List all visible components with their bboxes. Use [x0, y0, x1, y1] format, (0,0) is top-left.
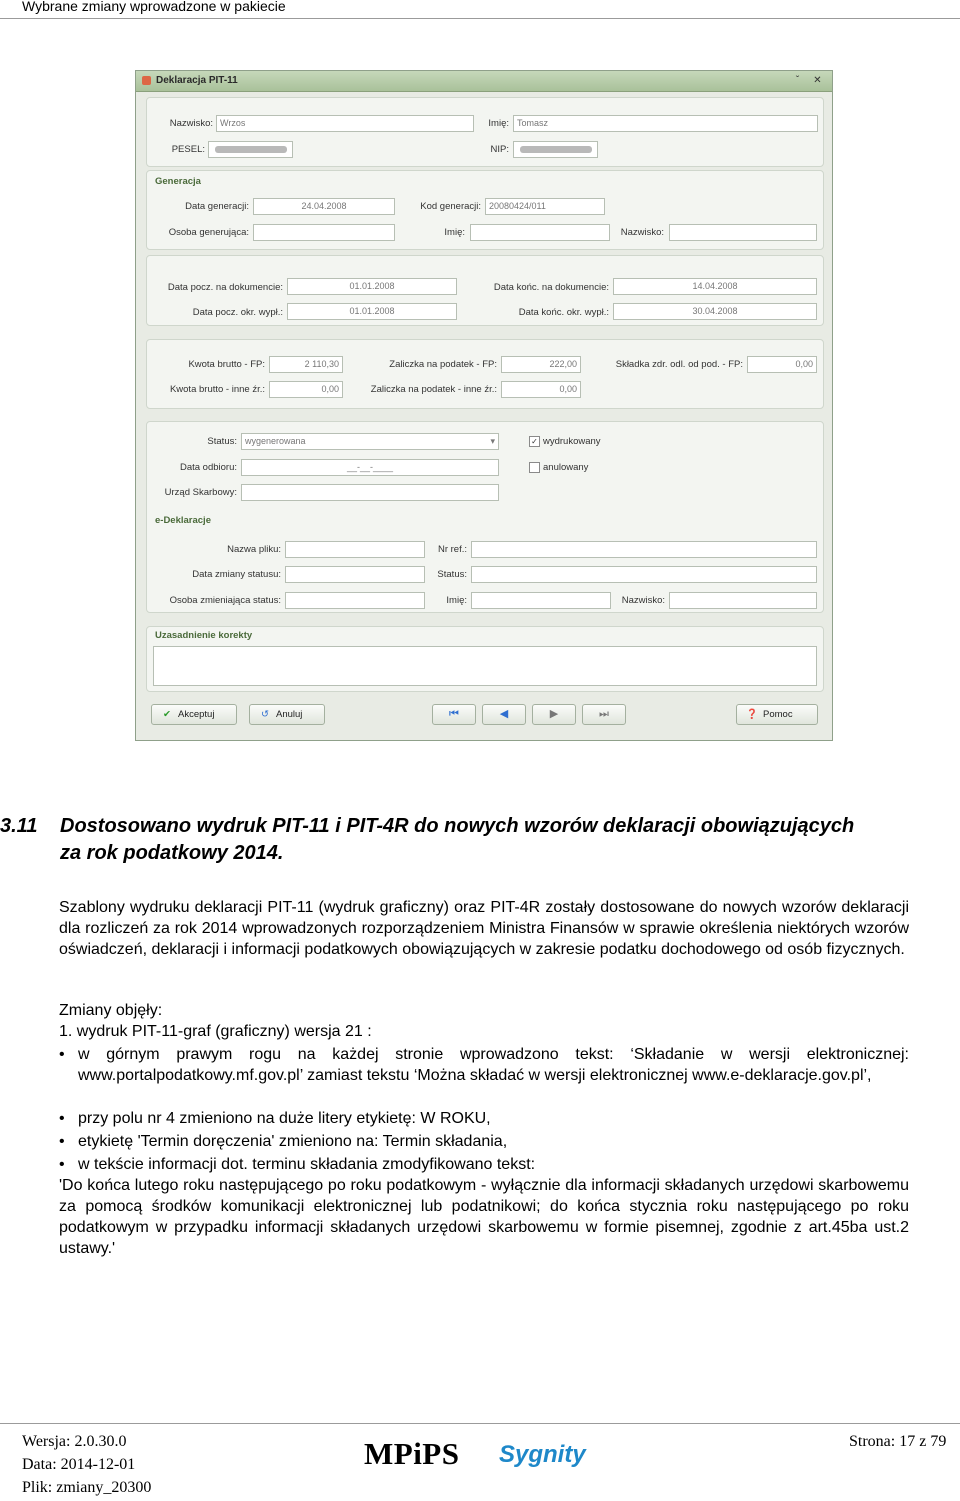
zaliczka-inne-field[interactable]: 0,00	[501, 381, 581, 398]
app-icon	[142, 76, 151, 85]
nr-ref-field[interactable]	[471, 541, 817, 558]
osoba-generujaca-label: Osoba generująca:	[168, 227, 249, 238]
pesel-field[interactable]	[208, 141, 293, 158]
edeklaracje-title: e-Deklaracje	[155, 515, 211, 526]
status2-field[interactable]	[471, 566, 817, 583]
imie2-field[interactable]	[470, 224, 610, 241]
section-number: 3.11	[0, 815, 38, 837]
anulowany-label: anulowany	[543, 462, 589, 473]
data-konc-okr-field[interactable]: 30.04.2008	[613, 303, 817, 320]
dialog-title: Deklaracja PIT-11	[156, 75, 238, 86]
zaliczka-fp-label: Zaliczka na podatek - FP:	[389, 359, 497, 370]
uzasadnienie-textarea[interactable]	[153, 646, 817, 686]
prev-record-button[interactable]	[482, 704, 526, 725]
amounts-pane	[146, 339, 824, 409]
zaliczka-fp-field[interactable]: 222,00	[501, 356, 581, 373]
quote-paragraph: 'Do końca lutego roku następującego po roku podatkowym - wyłącznie dla informacji składanych urzędowi skarbowemu za pomocą środków komunikacji elektronicznej lub podatnikowi; do końca stycznia roku następującego po roku podatkowym w przypadku informacji składanych urzędowi skarbowemu w formie pisemnej, zgodnie z art.45ba ust.2 ustawy.'	[59, 1177, 909, 1257]
sygnity-logo: Sygnity	[499, 1441, 586, 1468]
data-generacji-field[interactable]: 24.04.2008	[253, 198, 395, 215]
status-label: Status:	[207, 436, 237, 447]
first-icon: ⏮	[449, 708, 459, 720]
nazwisko-field[interactable]: Wrzos	[216, 115, 474, 132]
undo-icon: ↺	[261, 709, 269, 720]
footer-date: Data: 2014-12-01	[22, 1456, 136, 1473]
bullet-text: w górnym prawym rogu na każdej stronie wprowadzono tekst: ‘Składanie w wersji elektronicznej: www.portalpodatkowy.mf.gov.pl’ zamiast tekstu ‘Można składać w wersji elektronicznej www.e-deklaracje.gov.pl’,	[78, 1046, 909, 1084]
status2-label: Status:	[437, 569, 467, 580]
imie3-field[interactable]	[471, 592, 611, 609]
mpips-logo: MPiPS	[364, 1436, 460, 1471]
changes-heading: Zmiany objęły:	[59, 1002, 163, 1019]
data-pocz-okr-label: Data pocz. okr. wypł.:	[192, 307, 283, 318]
data-pocz-dok-label: Data pocz. na dokumencie:	[167, 282, 283, 293]
zaliczka-inne-label: Zaliczka na podatek - inne źr.:	[370, 384, 497, 395]
kwota-fp-field[interactable]: 2 110,30	[269, 356, 343, 373]
data-konc-okr-label: Data końc. okr. wypł.:	[518, 307, 609, 318]
redacted-mark	[215, 146, 287, 153]
pit11-dialog	[135, 70, 833, 741]
imie-field[interactable]: Tomasz	[513, 115, 818, 132]
bullet-icon: •	[59, 1133, 65, 1150]
kwota-inne-field[interactable]: 0,00	[269, 381, 343, 398]
imie2-label: Imię:	[444, 227, 465, 238]
check-icon: ✔	[163, 709, 171, 720]
kod-generacji-label: Kod generacji:	[420, 201, 481, 212]
item-1: 1. wydruk PIT-11-graf (graficzny) wersja 21 :	[59, 1023, 372, 1040]
osoba-zmieniajaca-field[interactable]	[285, 592, 425, 609]
header-divider	[0, 18, 960, 19]
footer-file: Plik: zmiany_20300	[22, 1479, 152, 1496]
bullet-text: przy polu nr 4 zmieniono na duże litery etykietę: W ROKU,	[78, 1110, 491, 1127]
last-record-button[interactable]	[582, 704, 626, 725]
bullet-text: w tekście informacji dot. terminu składania zmodyfikowano tekst:	[78, 1156, 536, 1173]
urzad-field[interactable]	[241, 484, 499, 501]
data-pocz-dok-field[interactable]: 01.01.2008	[287, 278, 457, 295]
dates-pane	[146, 255, 824, 326]
skladka-field[interactable]: 0,00	[747, 356, 817, 373]
akceptuj-label: Akceptuj	[178, 709, 215, 720]
data-zmiany-label: Data zmiany statusu:	[192, 569, 281, 580]
bullet-icon: •	[59, 1110, 65, 1127]
kwota-fp-label: Kwota brutto - FP:	[188, 359, 265, 370]
nazwa-pliku-field[interactable]	[285, 541, 425, 558]
status-pane	[146, 421, 824, 613]
pomoc-button[interactable]	[736, 704, 818, 725]
nazwa-pliku-label: Nazwa pliku:	[227, 544, 281, 555]
nr-ref-label: Nr ref.:	[437, 544, 467, 555]
section-title: Dostosowano wydruk PIT-11 i PIT-4R do nowych wzorów deklaracji obowiązujących za rok podatkowy 2014.	[60, 815, 855, 864]
imie3-label: Imię:	[446, 595, 467, 606]
imie-label: Imię:	[488, 118, 509, 129]
bullet-icon: •	[59, 1156, 65, 1173]
next-record-button[interactable]	[532, 704, 576, 725]
uzasadnienie-pane	[146, 626, 824, 692]
redacted-mark	[520, 146, 592, 153]
bullet-text: etykietę 'Termin doręczenia' zmieniono na: Termin składania,	[78, 1133, 508, 1150]
running-header: Wybrane zmiany wprowadzone w pakiecie	[22, 0, 286, 14]
data-zmiany-field[interactable]	[285, 566, 425, 583]
pesel-label: PESEL:	[171, 144, 205, 155]
anulowany-checkbox[interactable]	[529, 462, 540, 473]
kwota-inne-label: Kwota brutto - inne źr.:	[169, 384, 265, 395]
osoba-zmieniajaca-label: Osoba zmieniająca status:	[169, 595, 281, 606]
footer-divider	[0, 1423, 960, 1424]
bullet-icon: •	[59, 1046, 65, 1063]
first-record-button[interactable]	[432, 704, 476, 725]
last-icon: ⏭	[599, 708, 609, 720]
osoba-generujaca-field[interactable]	[253, 224, 395, 241]
wydrukowany-label: wydrukowany	[543, 436, 601, 447]
kod-generacji-field[interactable]: 20080424/011	[485, 198, 605, 215]
nazwisko2-field[interactable]	[669, 224, 817, 241]
data-konc-dok-field[interactable]: 14.04.2008	[613, 278, 817, 295]
chevron-down-icon: ▾	[490, 436, 495, 446]
close-icon[interactable]: ✕	[813, 75, 822, 86]
akceptuj-button[interactable]	[151, 704, 237, 725]
skladka-label: Składka zdr. odl. od pod. - FP:	[615, 359, 743, 370]
status-select[interactable]	[241, 433, 499, 450]
data-pocz-okr-field[interactable]: 01.01.2008	[287, 303, 457, 320]
data-konc-dok-label: Data końc. na dokumencie:	[493, 282, 609, 293]
nazwisko-label: Nazwisko:	[169, 118, 213, 129]
generacja-pane	[146, 170, 824, 250]
nip-field[interactable]	[513, 141, 598, 158]
footer-version: Wersja: 2.0.30.0	[22, 1433, 127, 1450]
pomoc-label: Pomoc	[763, 709, 793, 720]
status-value: wygenerowana	[245, 436, 306, 446]
nazwisko3-label: Nazwisko:	[621, 595, 665, 606]
minimize-icon[interactable]: ˇ	[795, 75, 800, 86]
nazwisko3-field[interactable]	[669, 592, 817, 609]
data-odbioru-field[interactable]: __-__-____	[241, 459, 499, 476]
urzad-label: Urząd Skarbowy:	[164, 487, 237, 498]
nazwisko2-label: Nazwisko:	[620, 227, 664, 238]
uzasadnienie-title: Uzasadnienie korekty	[155, 630, 253, 641]
footer-page: Strona: 17 z 79	[849, 1433, 947, 1450]
person-pane	[146, 97, 824, 167]
intro-paragraph: Szablony wydruku deklaracji PIT-11 (wydruk graficzny) oraz PIT-4R zostały dostosowane do nowych wzorów deklaracji dla rozliczeń za rok 2014 wprowadzonych rozporządzeniem Ministra Finansów w sprawie określenia niektórych wzorów oświadczeń, deklaracji i informacji podatkowych obowiązujących w zakresie podatku dochodowego od osób fizycznych.	[59, 899, 909, 958]
data-generacji-label: Data generacji:	[185, 201, 249, 212]
data-odbioru-label: Data odbioru:	[179, 462, 237, 473]
anuluj-label: Anuluj	[276, 709, 303, 720]
prev-icon: ◀	[499, 708, 509, 720]
help-icon: ❓	[746, 709, 758, 720]
generacja-title: Generacja	[155, 176, 201, 187]
next-icon: ▶	[549, 708, 559, 720]
dialog-titlebar	[136, 71, 832, 92]
wydrukowany-checkbox[interactable]: ✓	[529, 436, 540, 447]
anuluj-button[interactable]	[249, 704, 325, 725]
nip-label: NIP:	[490, 144, 509, 155]
